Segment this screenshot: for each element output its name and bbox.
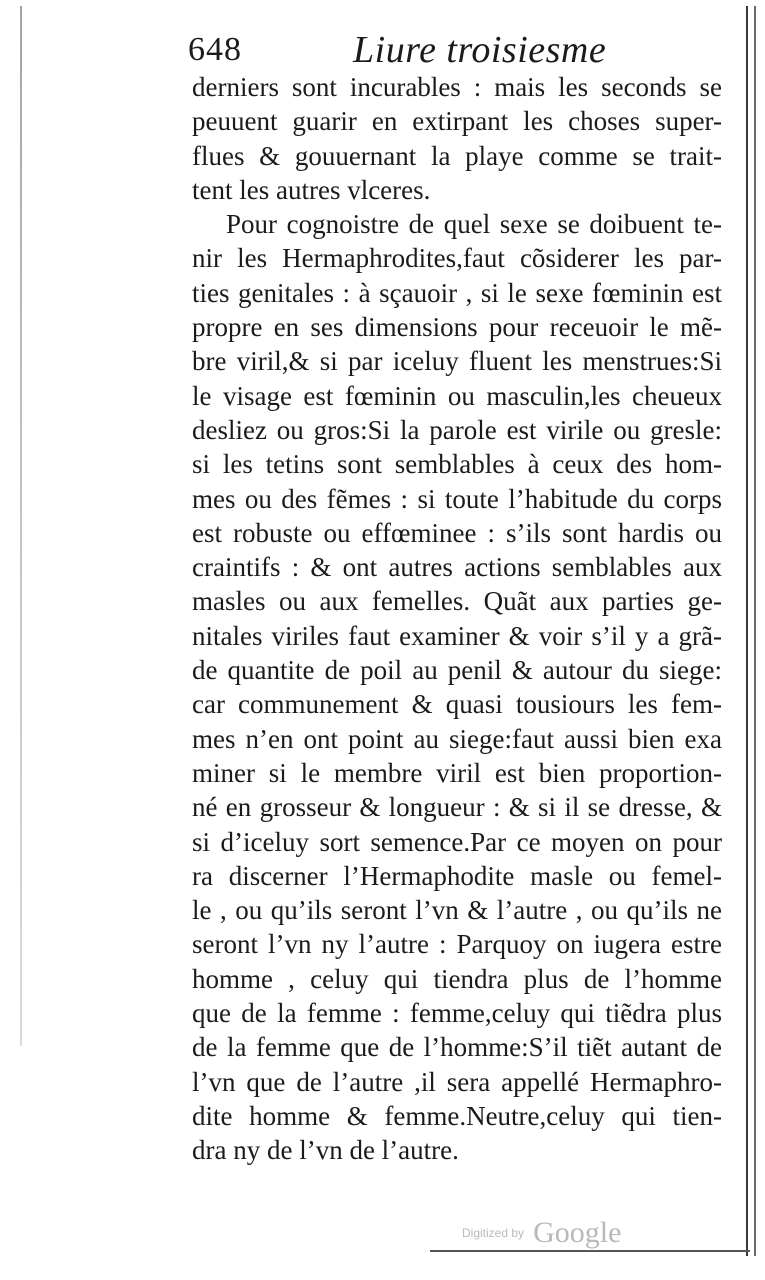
text-line: est robuste ou effœminee : s’ils sont hardis ou bbox=[192, 517, 722, 548]
text-line: nitales viriles faut examiner & voir s’il y a grã- bbox=[192, 620, 722, 651]
text-line: de quantite de poil au penil & autour du siege: bbox=[192, 655, 722, 686]
page-left-edge bbox=[20, 6, 22, 1046]
watermark-brand-logo: Google bbox=[533, 1216, 622, 1249]
text-line: nir les Hermaphrodites,faut cõsiderer les par- bbox=[192, 243, 722, 274]
text-line: ra discerner l’Hermaphodite masle ou femel- bbox=[192, 860, 722, 891]
text-line: le visage est fœminin ou masculin,les cheueux bbox=[192, 380, 722, 411]
digitized-watermark bbox=[462, 1216, 621, 1252]
text-line: seront l’vn ny l’autre : Parquoy on iugera estre bbox=[192, 929, 722, 960]
text-line: bre viril,& si par iceluy fluent les menstrues:Si bbox=[192, 346, 722, 377]
body-text bbox=[192, 70, 722, 1168]
text-line: mes n’en ont point au siege:faut aussi bien exa bbox=[192, 723, 722, 754]
paragraph-end-line: tent les autres vlceres. bbox=[192, 174, 431, 205]
running-head: Liure troisiesme bbox=[353, 29, 607, 71]
watermark-prefix: Digitized by bbox=[462, 1226, 525, 1240]
text-line: dite homme & femme.Neutre,celuy qui tien- bbox=[192, 1100, 722, 1131]
text-line: propre en ses dimensions pour receuoir le mẽ- bbox=[192, 312, 722, 343]
text-line: derniers sont incurables : mais les seconds se bbox=[192, 72, 722, 102]
text-line: desliez ou gros:Si la parole est virile ou gresle: bbox=[192, 414, 722, 445]
text-line: le , ou qu’ils seront l’vn & l’autre , ou qu’ils ne bbox=[192, 895, 722, 926]
text-line: homme , celuy qui tiendra plus de l’homme bbox=[192, 963, 722, 994]
paragraph-end-line: dra ny de l’vn de l’autre. bbox=[192, 1135, 459, 1166]
paragraph-start-line: Pour cognoistre de quel sexe se doibuent te- bbox=[226, 209, 722, 240]
text-line: ties genitales : à sçauoir , si le sexe fœminin est bbox=[192, 277, 722, 308]
text-line: peuuent guarir en extirpant les choses super- bbox=[192, 106, 722, 137]
text-line: masles ou aux femelles. Quãt aux parties ge- bbox=[192, 586, 722, 617]
text-line: de la femme que de l’homme:S’il tiẽt autant de bbox=[192, 1032, 722, 1063]
page-number: 648 bbox=[188, 31, 242, 68]
text-line: l’vn que de l’autre ,il sera appellé Hermaphro- bbox=[192, 1066, 722, 1097]
text-line: craintifs : & ont autres actions semblables aux bbox=[192, 552, 722, 583]
text-line: né en grosseur & longueur : & si il se dresse, & bbox=[192, 792, 722, 823]
page-right-edge bbox=[746, 6, 756, 1256]
text-line: si d’iceluy sort semence.Par ce moyen on pour bbox=[192, 826, 722, 857]
text-line: que de la femme : femme,celuy qui tiẽdra plus bbox=[192, 998, 722, 1029]
text-line: mes ou des fẽmes : si toute l’habitude du corps bbox=[192, 483, 722, 514]
text-line: car communement & quasi tousiours les fem- bbox=[192, 689, 722, 720]
text-line: miner si le membre viril est bien proportion- bbox=[192, 757, 722, 788]
text-line: flues & gouuernant la playe comme se trait- bbox=[192, 140, 722, 171]
text-line: si les tetins sont semblables à ceux des hom- bbox=[192, 449, 722, 480]
